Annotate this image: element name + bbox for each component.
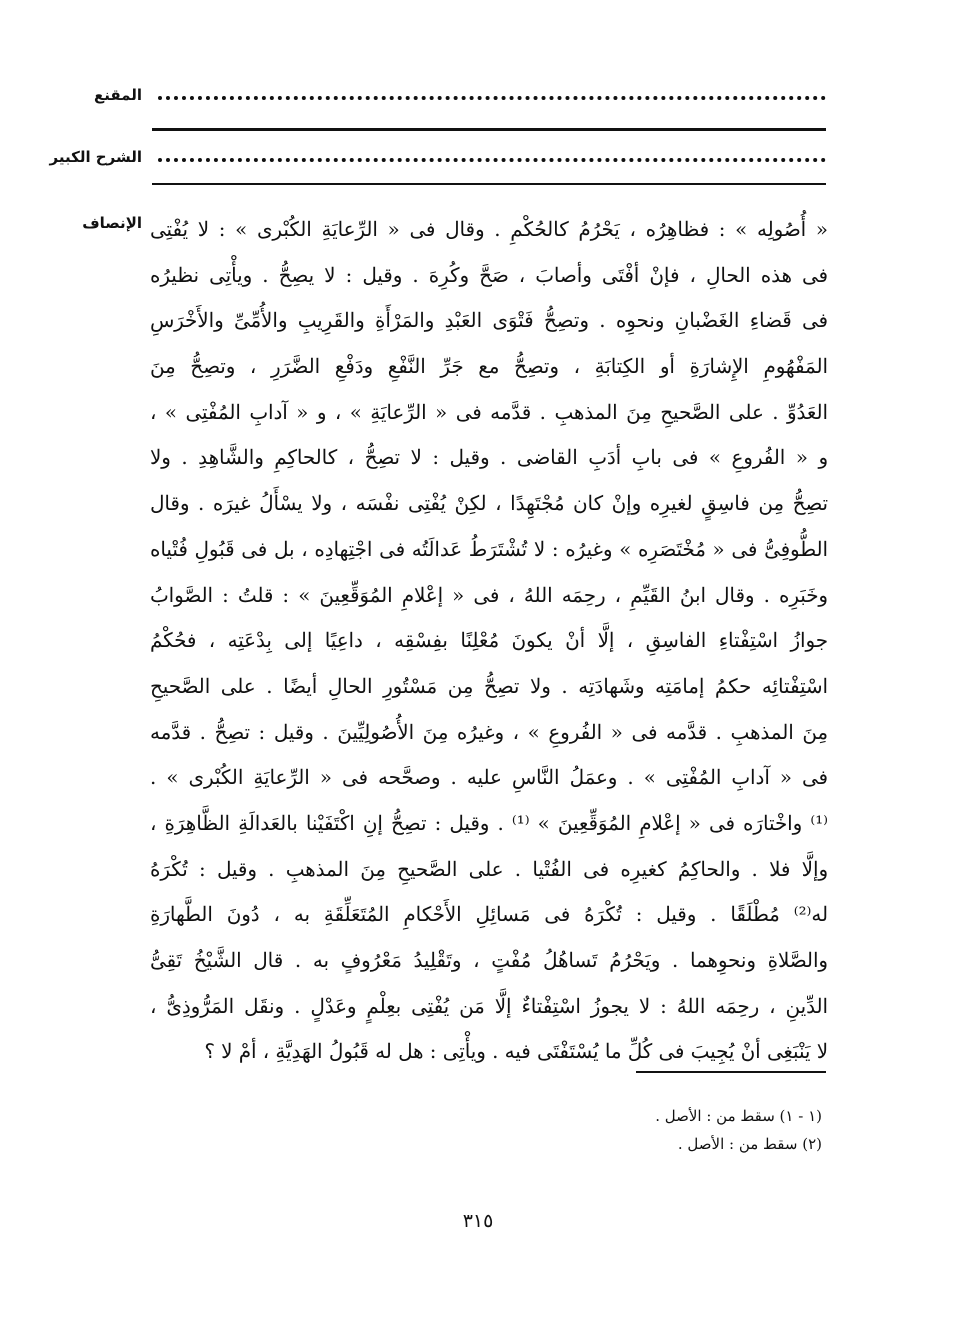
body-line: المَفْهُومِ الإِشارَةِ أو الكِتابَةِ ، وتصِحُّ مع جَرِّ النَّفْعِ ودَفْعِ الضَّرَرِ ، وتصِحُّ مِنَ	[150, 355, 828, 379]
body-line: جوازُ اسْتِفْتاءِ الفاسِقِ ، إلَّا أنْ يكونَ مُعْلِنًا بفِسْقِه ، داعِيًا إلى بِدْعَتِه ، فحُكْمُ	[150, 629, 828, 653]
insaf-body-text	[150, 207, 828, 1075]
body-line: فى قَضاءِ الغَضْبانِ ونحوِه . وتصِحُّ فَتْوَى العَبْدِ والمَرْأَةِ والقَرِيبِ والأُمِّىِّ والأَخْرَسِ	[150, 309, 828, 333]
section-rule-thin	[152, 183, 826, 185]
body-line: فى « آدابِ المُفْتِى » . وعمَلُ النَّاسِ عليه . وصحَّحه فى « الرِّعايَةِ الكُبْرى » .	[150, 766, 828, 790]
body-line: ⁽¹⁾ واخْتارَه فى « إعْلامِ المُوَقِّعِينَ » ⁽¹⁾ . وقيل : تصِحُّ إنِ اكْتَفَيْنا بالعَدالَةِ الظَّاهِرَةِ ،	[150, 811, 828, 835]
body-line: الطُّوفِىُّ فى « مُخْتَصَرِه » وغيرُه : لا تُشْتَرَطُ عَدالَتُه فى اجْتِهادِه ، بل فى قَبُولِ فُتْياه	[150, 537, 828, 561]
footnotes	[422, 1102, 822, 1158]
body-line: له⁽²⁾ مُطْلَقًا . وقيل : تُكْرَهُ فى مَسائِلِ الأَحْكامِ المُتَعَلِّقَةِ به ، دُونَ الطَّهارَةِ	[150, 903, 828, 927]
sharh-dotted-line	[158, 158, 826, 162]
body-line: وإلَّا فلا . والحاكِمُ كغيرِه فى الفُتْيا . على الصَّحيحِ مِنَ المذهبِ . وقيل : تُكْرَهُ	[150, 857, 828, 881]
body-line: العَدُوِّ . على الصَّحيحِ مِنَ المذهبِ . قدَّمه فى « الرِّعايَةِ » ، و « آدابِ المُفْتِى » ،	[150, 400, 828, 424]
body-line: وخَبَرِه . وقال ابنُ القَيِّمِ ، رحِمَه اللهُ ، فى « إعْلامِ المُوَقِّعِينَ » : قلتُ : الصَّوابُ	[150, 583, 828, 607]
body-line: لا يَنْبَغِى أنْ يُجِيبَ فى كُلِّ ما يُسْتَفْتَى فيه . ويأْتِى : هل له قَبُولُ الهَدِيَّةِ ، أمْ لا ؟	[204, 1040, 828, 1064]
body-line: « أُصُولِه » : فظاهِرُه ، يَحْرُمُ كالحُكْمِ . وقال فى « الرِّعايَةِ الكُبْرى » : لا يُفْتِى	[150, 218, 828, 241]
label-insaf: الإنصاف	[82, 214, 142, 232]
label-muqni: المقنع	[94, 86, 142, 104]
footnote: (٢) سقط من : الأصل .	[677, 1135, 822, 1153]
body-line: فى هذه الحالِ ، فإنْ أفْتَى وأصابَ ، صَحَّ وكُرِهَ . وقيل : لا يصِحُّ . ويأْتِى نظيرُه	[150, 263, 828, 287]
label-sharh-kabir: الشرح الكبير	[49, 148, 142, 166]
body-line: اسْتِفْتائِه حكمُ إمامَتِه وشَهادَتِه . ولا تصِحُّ مِن مَسْتُورِ الحالِ أيضًا . على الصَّحيحِ	[150, 674, 828, 698]
body-line: الدِّينِ ، رحِمَه اللهُ : لا يجوزُ اسْتِفْتاءٌ إلَّا مَن يُفْتِى بعِلْمٍ وعَدْلٍ . ونقَل المَرُّوذِىُّ ،	[150, 994, 828, 1018]
page-number: ٣١٥	[462, 1210, 494, 1232]
muqni-dotted-line	[158, 96, 826, 100]
body-line: مِنَ المذهبِ . قدَّمه فى « الفُروعِ » ، وغيرُه مِنَ الأُصُولِيِّينَ . وقيل : تصِحُّ . قدَّمه	[150, 720, 828, 744]
body-line: تصِحُّ مِن فاسِقٍ لغيرِه وإنْ كان مُجْتَهِدًا ، لكِنْ يُفْتِى نفْسَه ، ولا يسْأَلُ غيرَه . وقال	[150, 492, 828, 516]
footnote-separator	[636, 1071, 826, 1073]
body-line: و « الفُروعِ » فى بابِ أدَبِ القاضى . وقيل : لا تصِحُّ ، كالحاكِمِ والشَّاهِدِ . ولا	[150, 446, 828, 470]
section-rule-thick	[152, 128, 826, 131]
body-line: والصَّلاةِ ونحوِهما . ويَحْرُمُ تَساهُلُ مُفْتٍ ، وتَقْلِيدُ مَعْرُوفٍ به . قال الشَّيْخُ تَقِىُّ	[150, 949, 828, 972]
footnote: (١ - ١) سقط من : الأصل .	[655, 1107, 822, 1125]
